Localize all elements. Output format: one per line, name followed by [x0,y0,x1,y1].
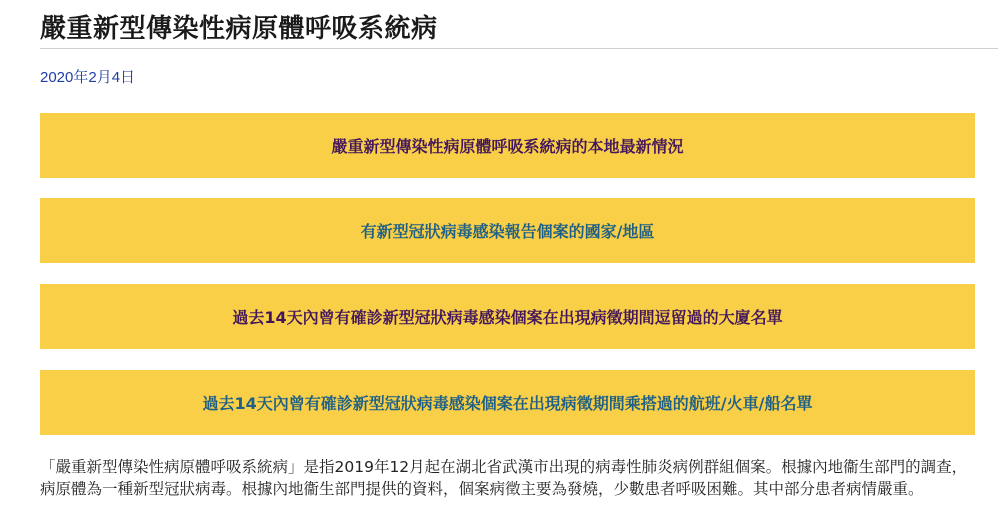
affected-countries-link-button[interactable]: 有新型冠狀病毒感染報告個案的國家/地區 [40,198,975,263]
publish-date: 2020年2月4日 [40,69,136,86]
local-situation-link-button[interactable]: 嚴重新型傳染性病原體呼吸系統病的本地最新情況 [40,113,975,178]
buildings-list-link-button[interactable]: 過去14天內曾有確診新型冠狀病毒感染個案在出現病徵期間逗留過的大廈名單 [40,284,975,349]
page-title: 嚴重新型傳染性病原體呼吸系統病 [40,14,438,44]
title-divider [40,48,998,49]
flights-trains-ships-list-link-button[interactable]: 過去14天內曾有確診新型冠狀病毒感染個案在出現病徵期間乘搭過的航班/火車/船名單 [40,370,975,435]
disease-summary-text: 「嚴重新型傳染性病原體呼吸系統病」是指2019年12月起在湖北省武漢市出現的病毒性肺炎病例群組個案。根據內地衞生部門的調查，病原體為一種新型冠狀病毒。根據內地衞生部門提供的資料，個案病徵主要為發燒，少數患者呼吸困難。其中部分患者病情嚴重。 [40,458,968,498]
